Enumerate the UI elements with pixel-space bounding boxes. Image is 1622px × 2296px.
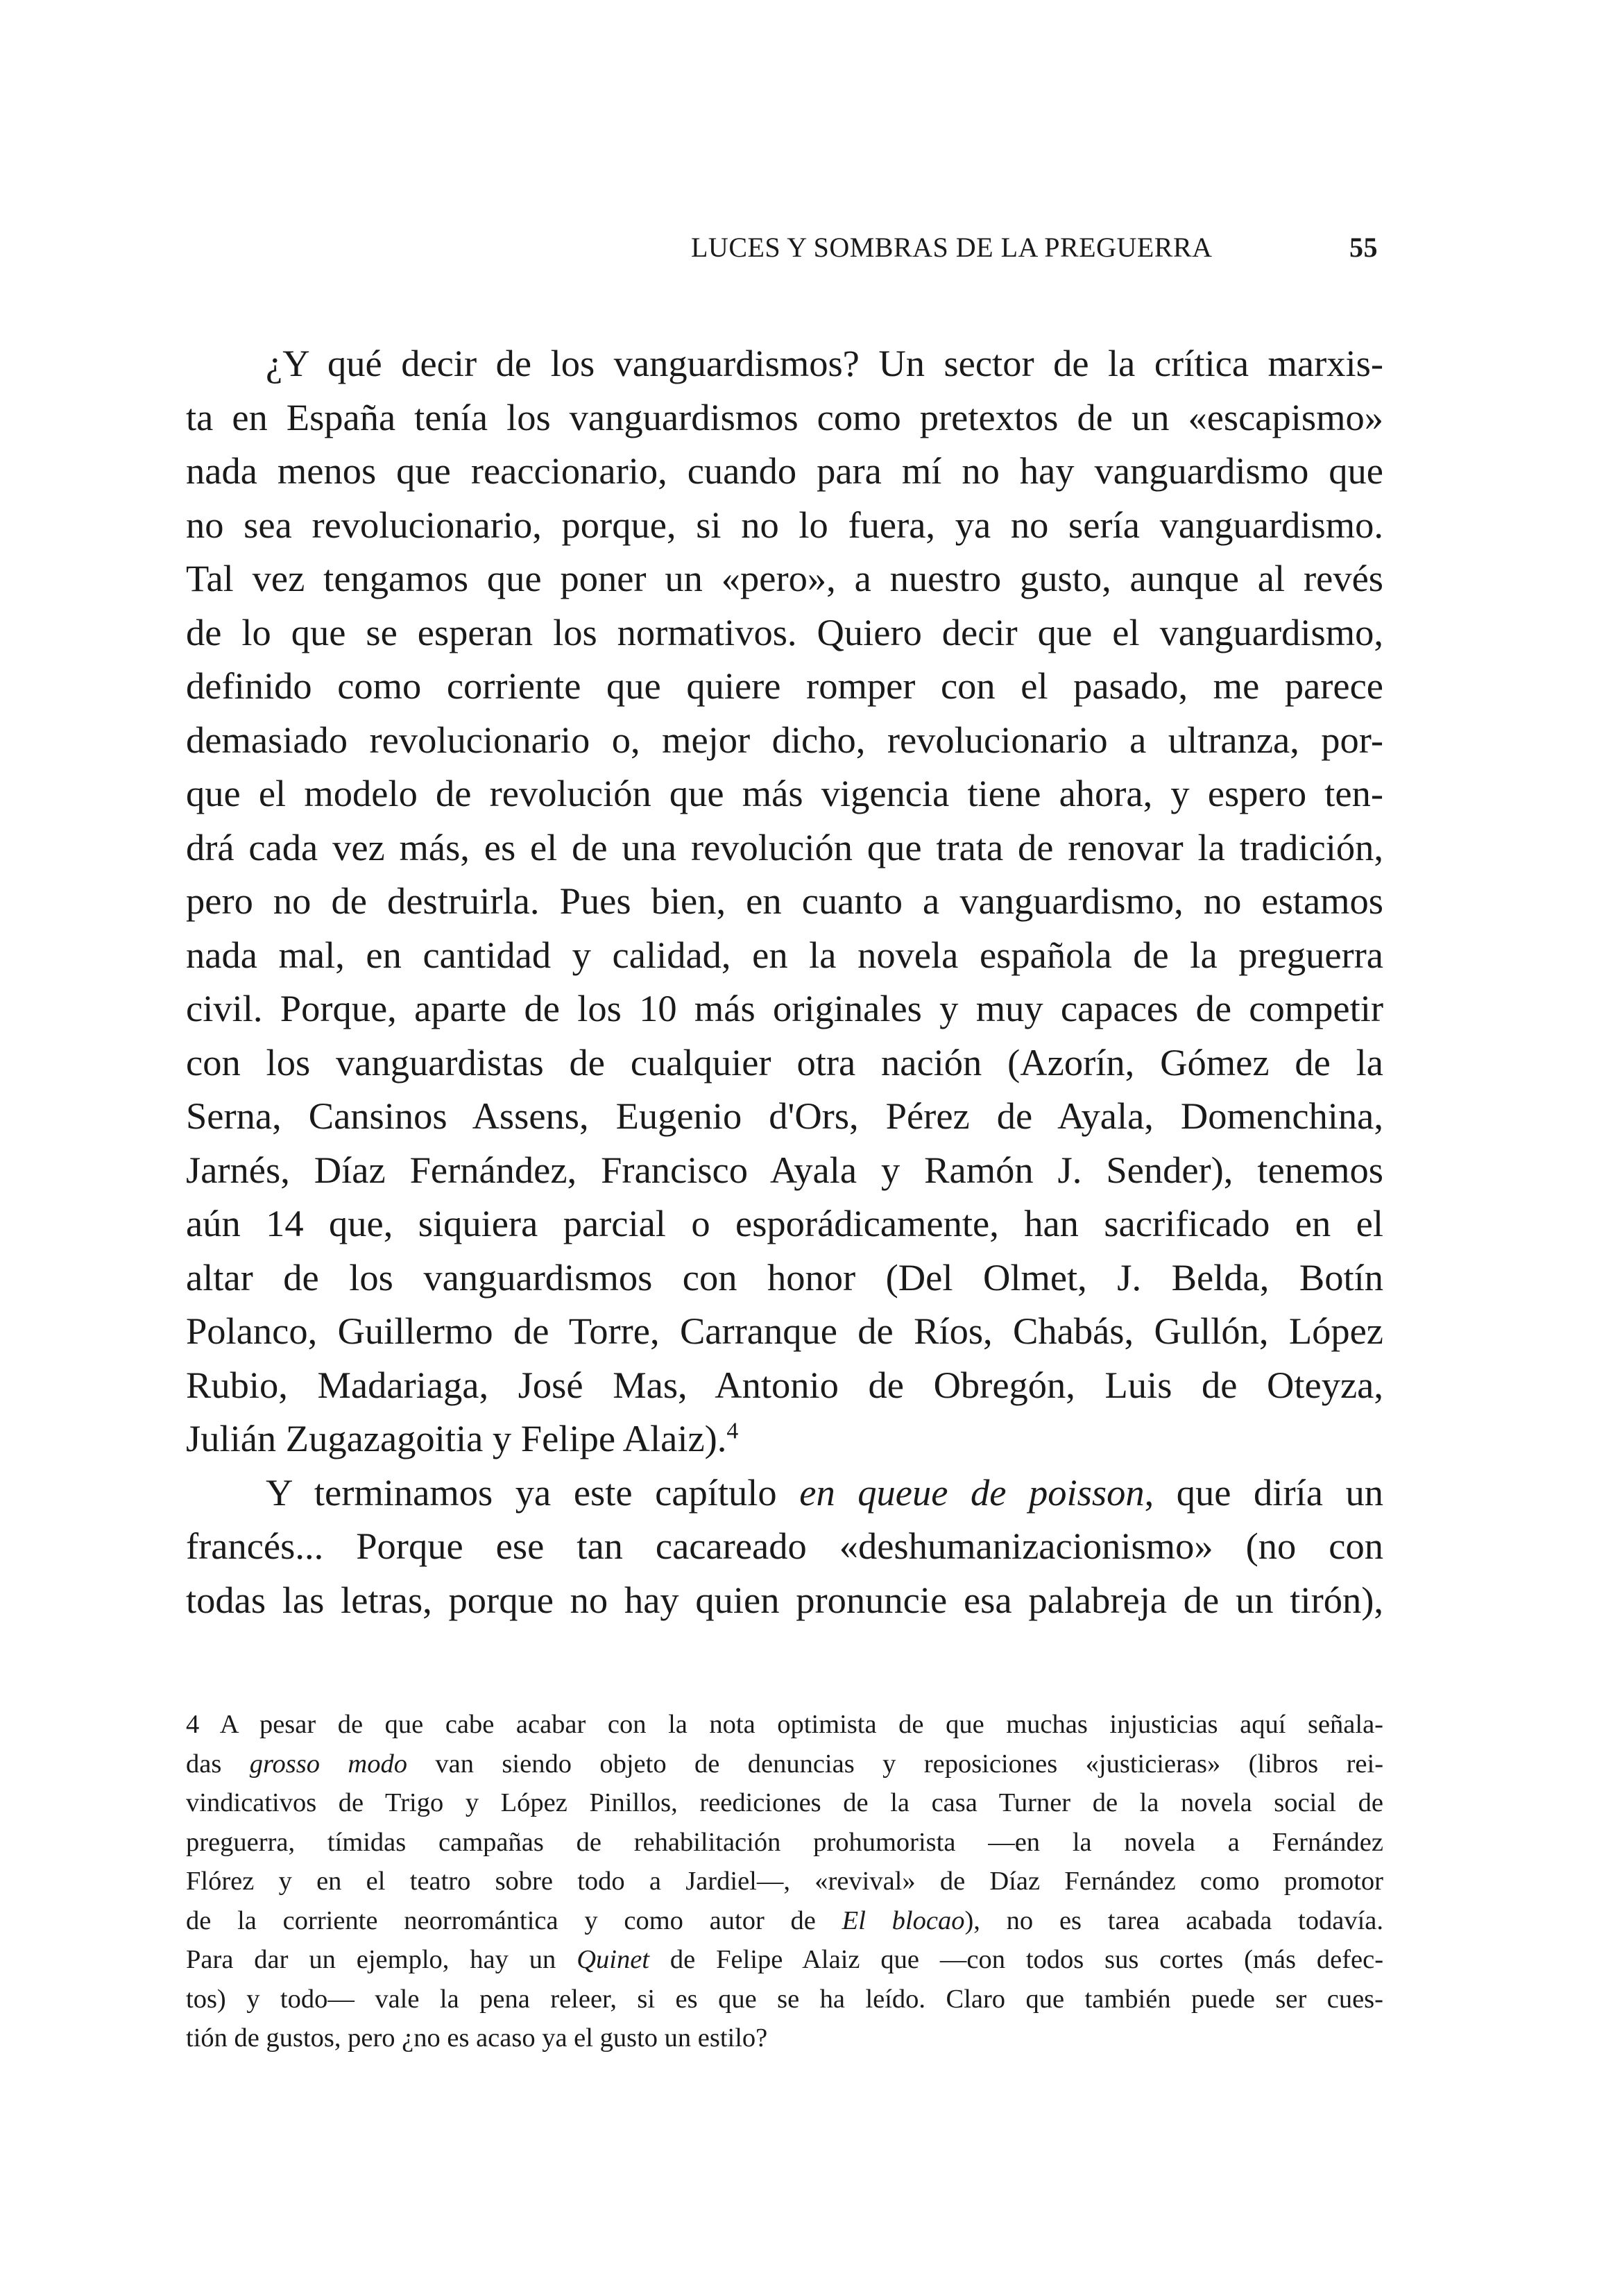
footnote-text: A pesar de que cabe acabar con la nota optimista de que muchas injusticias aquí señala- [199, 1710, 1383, 1739]
body-line: nada mal, en cantidad y calidad, en la novela española de la preguerra [186, 933, 1383, 976]
body-line: demasiado revolucionario o, mejor dicho, revolucionario a ultranza, por- [186, 718, 1383, 761]
body-line: todas las letras, porque no hay quien pronuncie esa palabreja de un tirón), [186, 1578, 1383, 1621]
footnote-text: de la corriente neorromántica y como autor de [186, 1905, 842, 1935]
footnote-text: Para dar un ejemplo, hay un [186, 1945, 577, 1974]
body-line-text: , que diría un [1144, 1471, 1383, 1514]
body-line: ¿Y qué decir de los vanguardismos? Un sector de la crítica marxis- [266, 342, 1383, 384]
footnote-line: Flórez y en el teatro sobre todo a Jardiel—, «revival» de Díaz Fernández como promotor [186, 1867, 1383, 1896]
footnote-line [186, 1705, 1383, 1745]
body-line: drá cada vez más, es el de una revolución que trata de renovar la tradición, [186, 825, 1383, 868]
running-header [691, 231, 1378, 273]
body-line [186, 1412, 1383, 1466]
footnote-number: 4 [186, 1710, 200, 1739]
footnote-line [186, 1745, 1383, 1784]
footnote-line: vindicativos de Trigo y López Pinillos, reediciones de la casa Turner de la novela social de [186, 1788, 1383, 1817]
footnote-line: preguerra, tímidas campañas de rehabilitación prohumorista —en la novela a Fernández [186, 1827, 1383, 1857]
body-line: con los vanguardistas de cualquier otra nación (Azorín, Gómez de la [186, 1040, 1383, 1083]
footnote-line: tos) y todo— vale la pena releer, si es que se ha leído. Claro que también puede ser cues- [186, 1984, 1383, 2014]
body-line: aún 14 que, siquiera parcial o esporádicamente, han sacrificado en el [186, 1202, 1383, 1244]
footnote-line: tión de gustos, pero ¿no es acaso ya el gusto un estilo? [186, 2023, 768, 2053]
italic-phrase: grosso modo [249, 1749, 407, 1779]
italic-phrase: en queue de poisson [799, 1471, 1145, 1514]
footnote [186, 1705, 1383, 2058]
body-line [186, 1466, 1383, 1520]
italic-title: El blocao [842, 1905, 965, 1935]
body-line-text: Julián Zugazagoitia y Felipe Alaiz). [186, 1417, 727, 1459]
body-line: Polanco, Guillermo de Torre, Carranque de Ríos, Chabás, Gullón, López [186, 1310, 1383, 1352]
running-title: LUCES Y SOMBRAS DE LA PREGUERRA [691, 232, 1213, 263]
body-line: Rubio, Madariaga, José Mas, Antonio de Obregón, Luis de Oteyza, [186, 1363, 1383, 1406]
body-line: Tal vez tengamos que poner un «pero», a nuestro gusto, aunque al revés [186, 557, 1383, 599]
page-number: 55 [1349, 232, 1378, 263]
body-line: Jarnés, Díaz Fernández, Francisco Ayala y Ramón J. Sender), tenemos [186, 1148, 1383, 1191]
body-line: francés... Porque ese tan cacareado «deshumanizacionismo» (no con [186, 1525, 1383, 1567]
body-line: nada menos que reaccionario, cuando para mí no hay vanguardismo que [186, 449, 1383, 492]
body-line: no sea revolucionario, porque, si no lo fuera, ya no sería vanguardismo. [186, 503, 1383, 546]
body-line: civil. Porque, aparte de los 10 más originales y muy capaces de competir [186, 987, 1383, 1029]
body-line: de lo que se esperan los normativos. Quiero decir que el vanguardismo, [186, 610, 1383, 653]
body-line: ta en España tenía los vanguardismos como pretextos de un «escapismo» [186, 395, 1383, 438]
footnote-text: das [186, 1749, 250, 1779]
body-line-text: Y terminamos ya este capítulo [266, 1471, 800, 1514]
body-text [186, 336, 1383, 1627]
footnote-text: de Felipe Alaiz que —con todos sus cortes (más defec- [649, 1945, 1384, 1974]
footnote-reference: 4 [726, 1418, 739, 1444]
body-line: definido como corriente que quiere romper con el pasado, me parece [186, 665, 1383, 707]
footnote-text: ), no es tarea acabada todavía. [964, 1905, 1384, 1935]
body-line: Serna, Cansinos Assens, Eugenio d'Ors, Pérez de Ayala, Domenchina, [186, 1095, 1383, 1137]
footnote-line [186, 1940, 1383, 1980]
body-line: altar de los vanguardismos con honor (Del Olmet, J. Belda, Botín [186, 1256, 1383, 1299]
body-line: que el modelo de revolución que más vigencia tiene ahora, y espero ten- [186, 772, 1383, 814]
italic-title: Quinet [577, 1945, 649, 1974]
body-line: pero no de destruirla. Pues bien, en cuanto a vanguardismo, no estamos [186, 880, 1383, 922]
footnote-line [186, 1901, 1383, 1941]
footnote-text: van siendo objeto de denuncias y reposiciones «justicieras» (libros rei- [407, 1749, 1384, 1779]
